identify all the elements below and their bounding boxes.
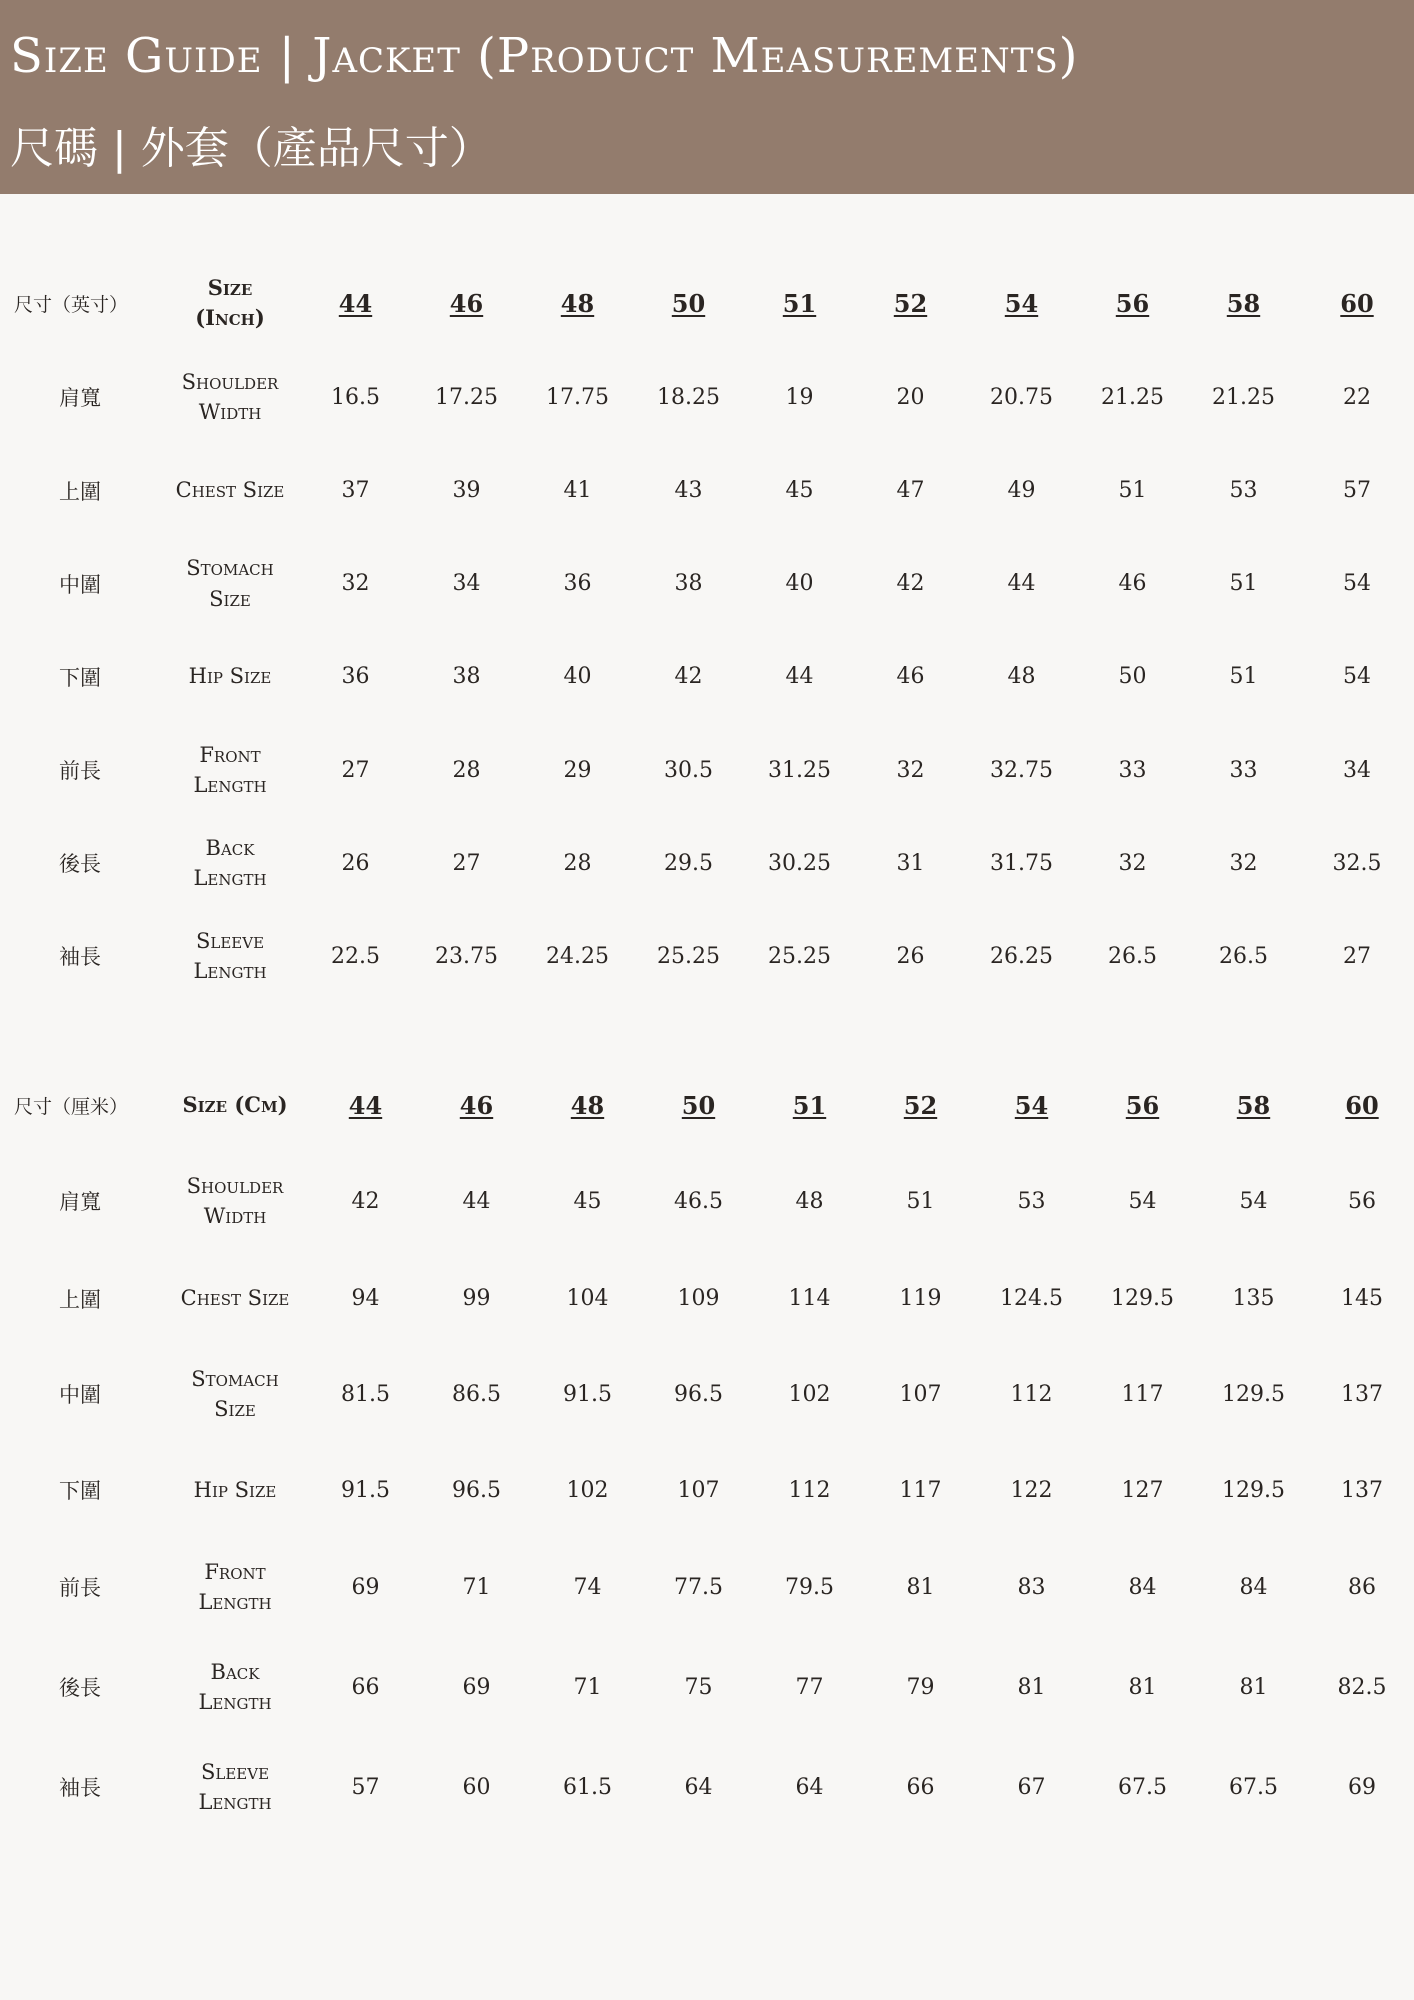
measurement-value-cell: 27 — [1343, 943, 1371, 969]
measurement-value-cell: 57 — [351, 1774, 380, 1800]
measurement-value-cell: 82.5 — [1337, 1674, 1387, 1700]
measurement-value-cell: 17.25 — [435, 384, 498, 410]
measurement-value-cell: 107 — [899, 1381, 942, 1407]
measurement-value-cell: 66 — [351, 1674, 380, 1700]
measurement-value-cell: 79.5 — [785, 1574, 834, 1600]
measurement-value-cell: 129.5 — [1222, 1381, 1285, 1407]
measurement-value-cell: 104 — [566, 1286, 609, 1311]
unit-label-chinese: 尺寸（英寸） — [14, 293, 129, 316]
measurement-value-cell: 29.5 — [664, 850, 713, 876]
measurement-label-chinese: 上圍 — [59, 1287, 101, 1312]
measurement-value-cell: 31.75 — [990, 850, 1053, 876]
measurement-value-cell: 67 — [1017, 1774, 1046, 1800]
measurement-value-cell: 21.25 — [1101, 384, 1164, 410]
size-table-cm — [0, 1060, 1414, 1837]
measurement-label-english — [160, 1345, 310, 1443]
size-header-cell: 50 — [671, 288, 706, 318]
measurement-value-cell: 61.5 — [563, 1774, 612, 1800]
measurement-label-english — [160, 909, 300, 1003]
measurement-value-cell: 16.5 — [331, 384, 380, 410]
measurement-label-chinese: 肩寬 — [59, 386, 101, 410]
measurement-value-cell: 84 — [1128, 1574, 1157, 1600]
measurement-value-cell: 137 — [1341, 1477, 1383, 1503]
measurement-value-cell: 79 — [906, 1674, 935, 1700]
size-header-cell: 48 — [560, 288, 595, 318]
measurement-value-cell: 137 — [1341, 1381, 1383, 1407]
measurement-value-cell: 107 — [677, 1477, 720, 1503]
measurement-value-cell: 64 — [684, 1774, 713, 1800]
measurement-value-cell: 74 — [573, 1574, 602, 1600]
unit-label-text: Size (Inch) — [195, 274, 265, 330]
measurement-value-cell: 44 — [462, 1188, 491, 1214]
measurement-value-cell: 33 — [1229, 757, 1258, 783]
measurement-value-cell: 36 — [563, 571, 592, 596]
page-title-chinese: 尺碼 | 外套（產品尺寸） — [10, 123, 493, 174]
table-row — [0, 1537, 1414, 1637]
measurement-value-cell: 45 — [785, 478, 814, 503]
measurement-label-chinese: 肩寬 — [59, 1190, 101, 1214]
measurement-value-cell: 122 — [1010, 1477, 1053, 1503]
measurement-value-cell: 102 — [566, 1477, 609, 1503]
measurement-value-cell: 26 — [341, 850, 370, 876]
measurement-value-cell: 42 — [351, 1188, 380, 1214]
measurement-value-cell: 24.25 — [546, 943, 609, 969]
measurement-label-text: Sleeve Length — [193, 928, 267, 983]
measurement-value-cell: 32 — [896, 757, 925, 783]
measurement-value-cell: 81 — [1128, 1674, 1157, 1700]
measurement-value-cell: 32 — [341, 571, 370, 596]
measurement-value-cell: 42 — [674, 664, 703, 689]
measurement-label-english — [160, 444, 300, 537]
measurement-label-chinese: 上圍 — [59, 479, 101, 504]
table-row — [0, 817, 1414, 909]
measurement-value-cell: 86.5 — [452, 1381, 501, 1407]
table-header-row — [0, 1060, 1414, 1150]
size-header-cell: 46 — [459, 1090, 494, 1120]
measurement-value-cell: 20.75 — [990, 384, 1053, 410]
measurement-value-cell: 53 — [1229, 478, 1258, 503]
measurement-value-cell: 25.25 — [768, 943, 831, 969]
table-row — [0, 1150, 1414, 1252]
size-header-cell: 54 — [1014, 1090, 1049, 1120]
size-header-cell: 46 — [449, 288, 484, 318]
measurement-value-cell: 51 — [1229, 571, 1258, 596]
measurement-label-english — [160, 1637, 310, 1737]
measurement-value-cell: 109 — [677, 1286, 720, 1311]
measurement-value-cell: 20 — [896, 384, 925, 410]
table-row — [0, 1345, 1414, 1443]
size-header-cell: 58 — [1226, 288, 1261, 318]
measurement-value-cell: 117 — [899, 1477, 942, 1503]
size-header-cell: 58 — [1236, 1090, 1271, 1120]
measurement-value-cell: 46 — [1118, 571, 1147, 596]
measurement-label-chinese: 中圍 — [59, 1383, 101, 1407]
measurement-label-text: Stomach Size — [191, 1366, 279, 1421]
measurement-value-cell: 91.5 — [341, 1477, 390, 1503]
measurement-value-cell: 124.5 — [1000, 1286, 1063, 1311]
measurement-value-cell: 43 — [674, 478, 703, 503]
table-row — [0, 909, 1414, 1003]
measurement-value-cell: 26.5 — [1219, 943, 1268, 969]
unit-label-text: Size (Cm) — [182, 1091, 288, 1117]
size-table-inch — [0, 256, 1414, 1003]
measurement-value-cell: 45 — [573, 1188, 602, 1214]
measurement-value-cell: 17.75 — [546, 384, 609, 410]
measurement-value-cell: 71 — [573, 1674, 602, 1700]
size-header-cell: 52 — [893, 288, 928, 318]
size-header-cell: 56 — [1125, 1090, 1160, 1120]
size-header-cell: 52 — [903, 1090, 938, 1120]
measurement-label-chinese: 前長 — [59, 1576, 101, 1600]
measurement-value-cell: 117 — [1121, 1381, 1164, 1407]
measurement-value-cell: 32.75 — [990, 757, 1053, 783]
measurement-value-cell: 28 — [563, 850, 592, 876]
unit-label-english — [160, 256, 300, 350]
table-row — [0, 1737, 1414, 1837]
measurement-value-cell: 34 — [452, 571, 481, 596]
table-row — [0, 1637, 1414, 1737]
measurement-value-cell: 38 — [674, 571, 703, 596]
measurement-value-cell: 50 — [1118, 664, 1147, 689]
size-header-cell: 51 — [792, 1090, 827, 1120]
measurement-value-cell: 77 — [795, 1674, 824, 1700]
measurement-label-english — [160, 537, 300, 630]
measurement-value-cell: 66 — [906, 1774, 935, 1800]
measurement-value-cell: 26 — [896, 943, 925, 969]
measurement-value-cell: 48 — [1007, 664, 1036, 689]
size-header-cell: 60 — [1340, 288, 1374, 318]
measurement-value-cell: 32.5 — [1332, 850, 1382, 876]
measurement-value-cell: 47 — [896, 478, 925, 503]
measurement-value-cell: 46 — [896, 664, 925, 689]
measurement-label-chinese: 後長 — [59, 1676, 101, 1700]
measurement-value-cell: 32 — [1118, 850, 1147, 876]
measurement-value-cell: 96.5 — [452, 1477, 501, 1503]
measurement-value-cell: 37 — [341, 478, 370, 503]
measurement-value-cell: 94 — [351, 1286, 380, 1311]
measurement-label-chinese: 袖長 — [59, 945, 101, 969]
measurement-value-cell: 69 — [462, 1674, 491, 1700]
measurement-value-cell: 21.25 — [1212, 384, 1275, 410]
measurement-label-english — [160, 1537, 310, 1637]
measurement-value-cell: 30.25 — [768, 850, 831, 876]
measurement-label-text: Sleeve Length — [198, 1759, 272, 1814]
measurement-value-cell: 145 — [1341, 1286, 1383, 1311]
measurement-value-cell: 33 — [1118, 757, 1147, 783]
measurement-label-text: Front Length — [193, 742, 267, 797]
size-header-cell: 50 — [681, 1090, 716, 1120]
measurement-value-cell: 54 — [1239, 1188, 1268, 1214]
measurement-value-cell: 91.5 — [563, 1381, 612, 1407]
table-row — [0, 630, 1414, 723]
measurement-label-text: Hip Size — [188, 664, 272, 689]
measurement-value-cell: 127 — [1121, 1477, 1164, 1503]
measurement-value-cell: 99 — [462, 1286, 491, 1311]
measurement-value-cell: 19 — [785, 384, 814, 410]
measurement-value-cell: 27 — [341, 757, 370, 783]
measurement-value-cell: 40 — [785, 571, 814, 596]
measurement-value-cell: 31.25 — [768, 757, 831, 783]
measurement-value-cell: 81 — [1239, 1674, 1268, 1700]
measurement-value-cell: 22 — [1343, 384, 1371, 410]
measurement-value-cell: 41 — [563, 478, 592, 503]
measurement-value-cell: 54 — [1343, 571, 1371, 596]
measurement-value-cell: 114 — [788, 1286, 831, 1311]
measurement-value-cell: 129.5 — [1222, 1477, 1285, 1503]
table-row — [0, 350, 1414, 444]
measurement-value-cell: 44 — [785, 664, 814, 689]
measurement-value-cell: 75 — [684, 1674, 713, 1700]
measurement-label-text: Shoulder Width — [181, 369, 279, 424]
measurement-label-chinese: 中圍 — [59, 572, 101, 597]
measurement-value-cell: 81 — [906, 1574, 935, 1600]
size-header-cell: 44 — [348, 1090, 383, 1120]
measurement-label-text: Stomach Size — [186, 556, 274, 611]
measurement-label-english — [160, 350, 300, 444]
measurement-value-cell: 48 — [795, 1188, 824, 1214]
measurement-value-cell: 42 — [896, 571, 925, 596]
measurement-value-cell: 112 — [1010, 1381, 1053, 1407]
measurement-value-cell: 32 — [1229, 850, 1258, 876]
size-header-cell: 51 — [782, 288, 817, 318]
measurement-value-cell: 25.25 — [657, 943, 720, 969]
measurement-value-cell: 112 — [788, 1477, 831, 1503]
measurement-label-chinese: 袖長 — [59, 1776, 101, 1800]
unit-label-english — [160, 1060, 310, 1150]
title-banner — [0, 0, 1414, 194]
measurement-label-chinese: 後長 — [59, 852, 101, 876]
measurement-value-cell: 44 — [1007, 571, 1036, 596]
measurement-value-cell: 84 — [1239, 1574, 1268, 1600]
table-row — [0, 1252, 1414, 1345]
measurement-label-chinese: 前長 — [59, 759, 101, 783]
size-header-cell: 60 — [1345, 1090, 1379, 1120]
measurement-value-cell: 39 — [452, 478, 481, 503]
measurement-label-text: Hip Size — [193, 1477, 277, 1502]
measurement-value-cell: 23.75 — [435, 943, 498, 969]
measurement-label-english — [160, 1252, 310, 1345]
measurement-value-cell: 38 — [452, 664, 481, 689]
measurement-value-cell: 119 — [899, 1286, 942, 1311]
measurement-value-cell: 34 — [1343, 757, 1371, 783]
measurement-value-cell: 77.5 — [674, 1574, 723, 1600]
measurement-value-cell: 18.25 — [657, 384, 720, 410]
measurement-value-cell: 81 — [1017, 1674, 1046, 1700]
measurement-value-cell: 36 — [341, 664, 370, 689]
measurement-label-text: Back Length — [198, 1659, 272, 1714]
measurement-value-cell: 57 — [1343, 478, 1371, 503]
size-header-cell: 56 — [1115, 288, 1150, 318]
measurement-label-text: Front Length — [198, 1559, 272, 1614]
measurement-label-chinese: 下圍 — [59, 1479, 101, 1503]
measurement-value-cell: 69 — [1348, 1774, 1376, 1800]
measurement-value-cell: 56 — [1348, 1188, 1376, 1214]
measurement-value-cell: 129.5 — [1111, 1286, 1174, 1311]
table-row — [0, 1443, 1414, 1537]
measurement-label-english — [160, 723, 300, 817]
measurement-value-cell: 51 — [1229, 664, 1258, 689]
measurement-label-english — [160, 1150, 310, 1252]
measurement-value-cell: 69 — [351, 1574, 380, 1600]
measurement-value-cell: 102 — [788, 1381, 831, 1407]
measurement-value-cell: 54 — [1343, 664, 1371, 689]
measurement-value-cell: 86 — [1348, 1574, 1376, 1600]
measurement-value-cell: 27 — [452, 850, 481, 876]
unit-label-chinese: 尺寸（厘米） — [14, 1095, 129, 1118]
table-row — [0, 537, 1414, 630]
measurement-label-english — [160, 1443, 310, 1537]
measurement-label-english — [160, 630, 300, 723]
measurement-value-cell: 51 — [1118, 478, 1147, 503]
measurement-value-cell: 40 — [563, 664, 592, 689]
measurement-label-text: Back Length — [193, 835, 267, 890]
measurement-value-cell: 28 — [452, 757, 481, 783]
measurement-value-cell: 60 — [462, 1774, 491, 1800]
measurement-value-cell: 64 — [795, 1774, 824, 1800]
measurement-value-cell: 67.5 — [1229, 1774, 1278, 1800]
measurement-value-cell: 49 — [1007, 478, 1036, 503]
measurement-value-cell: 30.5 — [664, 757, 713, 783]
measurement-value-cell: 26.25 — [990, 943, 1053, 969]
measurement-value-cell: 53 — [1017, 1188, 1046, 1214]
size-header-cell: 54 — [1004, 288, 1039, 318]
measurement-value-cell: 67.5 — [1118, 1774, 1167, 1800]
measurement-label-english — [160, 1737, 310, 1837]
measurement-value-cell: 96.5 — [674, 1381, 723, 1407]
measurement-value-cell: 46.5 — [674, 1188, 723, 1214]
measurement-value-cell: 71 — [462, 1574, 491, 1600]
measurement-value-cell: 135 — [1232, 1286, 1275, 1311]
measurement-value-cell: 83 — [1017, 1574, 1046, 1600]
table-row — [0, 444, 1414, 537]
size-header-cell: 48 — [570, 1090, 605, 1120]
table-header-row — [0, 256, 1414, 350]
measurement-value-cell: 81.5 — [341, 1381, 390, 1407]
measurement-value-cell: 29 — [563, 757, 592, 783]
table-row — [0, 723, 1414, 817]
size-header-cell: 44 — [338, 288, 373, 318]
measurement-value-cell: 22.5 — [331, 943, 380, 969]
measurement-value-cell: 26.5 — [1108, 943, 1157, 969]
measurement-label-text: Chest Size — [180, 1286, 290, 1311]
measurement-label-text: Chest Size — [175, 478, 285, 503]
page-title-english: Size Guide | Jacket (Product Measurements) — [10, 28, 1079, 84]
measurement-value-cell: 51 — [906, 1188, 935, 1214]
measurement-label-chinese: 下圍 — [59, 665, 101, 690]
measurement-label-english — [160, 817, 300, 909]
measurement-label-text: Shoulder Width — [186, 1173, 284, 1228]
measurement-value-cell: 31 — [896, 850, 925, 876]
measurement-value-cell: 54 — [1128, 1188, 1157, 1214]
